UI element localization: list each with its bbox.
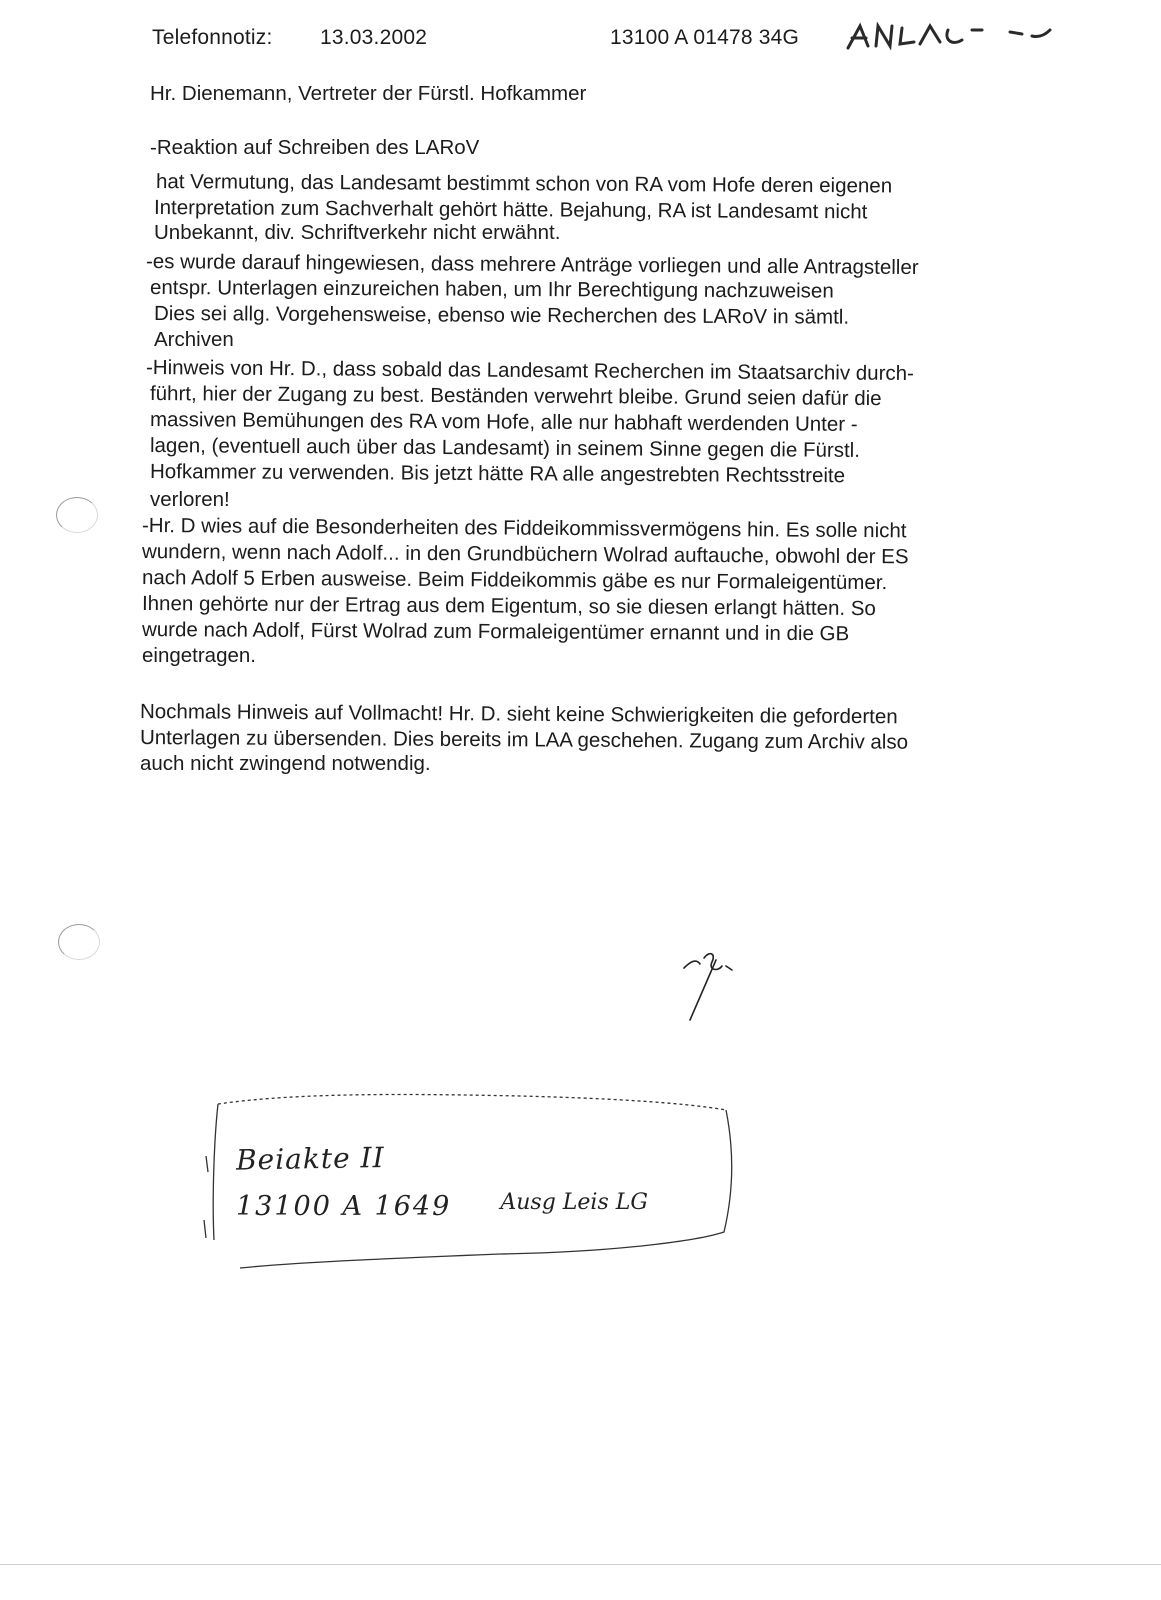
body-line: verloren!: [150, 488, 230, 511]
stamp-mark: [848, 26, 1050, 48]
punch-hole: [58, 924, 100, 960]
body-line: -es wurde darauf hingewiesen, dass mehrere Anträge vorliegen und alle Antragsteller: [145, 250, 919, 280]
memo-label: Telefonnotiz:: [152, 26, 273, 49]
body-line: -Hr. D wies auf die Besonderheiten des Fiddeikommissvermögens hin. Es solle nicht: [141, 514, 907, 543]
body-line: -Reaktion auf Schreiben des LARoV: [150, 136, 480, 159]
body-line: -Hinweis von Hr. D., dass sobald das Landesamt Recherchen im Staatsarchiv durch-: [145, 356, 915, 386]
body-line: massiven Bemühungen des RA vom Hofe, alle nur habhaft werdenden Unter -: [149, 408, 858, 436]
body-line: entspr. Unterlagen einzureichen haben, um Ihr Berechtigung nachzuweisen: [149, 276, 834, 303]
scan-edge-line: [0, 1564, 1161, 1565]
body-line: führt, hier der Zugang zu best. Beständen verwehrt bleibe. Grund seien dafür die: [149, 382, 882, 411]
body-line: wurde nach Adolf, Fürst Wolrad zum Formaleigentümer ernannt und in die GB: [141, 618, 850, 646]
body-line: Dies sei allg. Vorgehensweise, ebenso wie Recherchen des LARoV in sämtl.: [153, 302, 850, 329]
closing-line: auch nicht zwingend notwendig.: [140, 752, 431, 775]
closing-line: Nochmals Hinweis auf Vollmacht! Hr. D. sieht keine Schwierigkeiten die geforderten: [139, 700, 898, 729]
body-line: Unbekannt, div. Schriftverkehr nicht erwähnt.: [154, 221, 561, 244]
caller-line: Hr. Dienemann, Vertreter der Fürstl. Hofkammer: [150, 82, 587, 105]
body-line: lagen, (eventuell auch über das Landesamt) in seinem Sinne gegen die Fürstl.: [149, 434, 861, 462]
body-line: Ihnen gehörte nur der Ertrag aus dem Eigentum, so sie diesen erlangt hätten. So: [141, 592, 876, 621]
punch-hole: [56, 497, 98, 533]
body-line: Archiven: [154, 328, 234, 351]
file-reference: 13100 A 01478 34G: [610, 26, 800, 49]
body-line: eingetragen.: [142, 644, 256, 667]
closing-line: Unterlagen zu übersenden. Dies bereits im LAA geschehen. Zugang zum Archiv also: [139, 726, 909, 754]
note-suffix: Ausg Leis LG: [500, 1190, 648, 1215]
body-line: hat Vermutung, das Landesamt bestimmt schon von RA vom Hofe deren eigenen: [155, 170, 893, 198]
signature-initials: [684, 954, 732, 1020]
body-line: Interpretation zum Sachverhalt gehört hätte. Bejahung, RA ist Landesamt nicht: [153, 196, 868, 224]
handwritten-note: [236, 1140, 648, 1222]
body-line: wundern, wenn nach Adolf... in den Grundbüchern Wolrad auftauche, obwohl der ES: [141, 540, 909, 569]
body-line: Hofkammer zu verwenden. Bis jetzt hätte RA alle angestrebten Rechtsstreite: [149, 460, 846, 488]
note-line-1: Beiakte II: [235, 1141, 385, 1177]
memo-date: 13.03.2002: [320, 26, 428, 49]
note-reference: 13100 A 1649: [236, 1191, 452, 1222]
body-line: nach Adolf 5 Erben ausweise. Beim Fiddeikommis gäbe es nur Formaleigentümer.: [141, 566, 888, 595]
